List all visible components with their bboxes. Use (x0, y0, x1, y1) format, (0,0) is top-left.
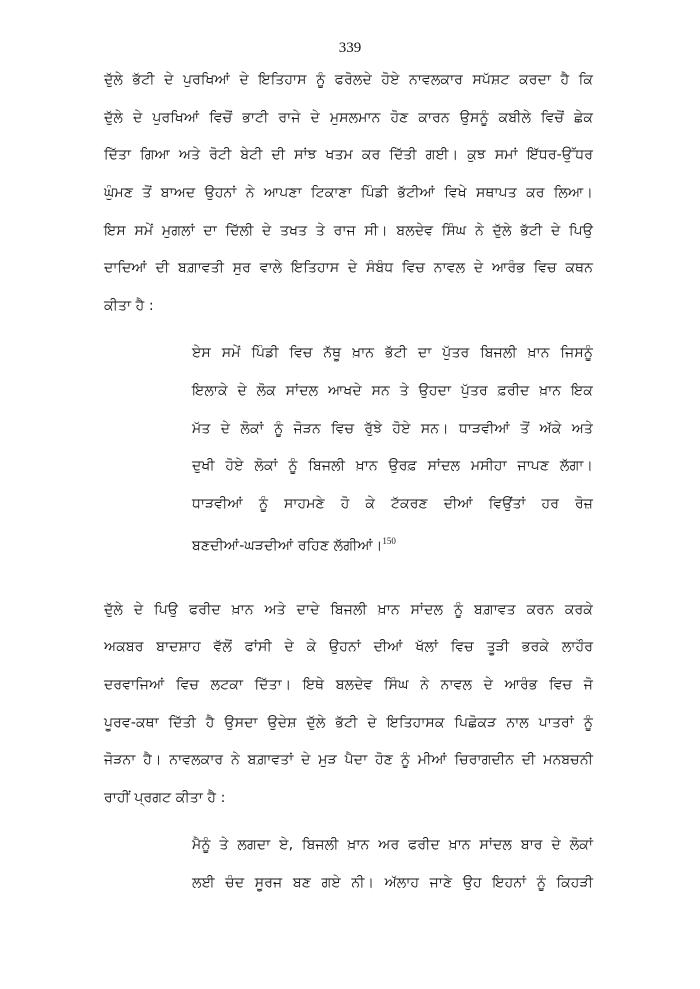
quote-line: ਧਾੜਵੀਆਂ ਨੂੰ ਸਾਹਮਣੇ ਹੋ ਕੇ ਟੱਕਰਣ ਦੀਆਂ ਵਿਉਂਤਾਂ ਹਰ ਰੋਜ਼ (192, 496, 593, 512)
text-line: ਦੁੱਲੇ ਦੇ ਪਿਉ ਫਰੀਦ ਖ਼ਾਨ ਅਤੇ ਦਾਦੇ ਬਿਜਲੀ ਖ਼ਾਨ ਸਾਂਦਲ ਨੂੰ ਬਗ਼ਾਵਤ ਕਰਨ ਕਰਕੇ (104, 602, 593, 618)
quote-line: ਮੱਤ ਦੇ ਲੋਕਾਂ ਨੂੰ ਜੋੜਨ ਵਿਚ ਰੁੱਝੇ ਹੋਏ ਸਨ। ਧਾੜਵੀਆਂ ਤੋਂ ਅੱਕੇ ਅਤੇ (192, 421, 593, 437)
footnote-ref: 150 (382, 536, 396, 546)
quote-line: ਮੈਨੂੰ ਤੇ ਲਗਦਾ ਏ, ਬਿਜਲੀ ਖ਼ਾਨ ਅਰ ਫਰੀਦ ਖ਼ਾਨ ਸਾਂਦਲ ਬਾਰ ਦੇ ਲੋਕਾਂ (192, 837, 593, 853)
quote-line (192, 531, 593, 556)
quote-line: ਇਲਾਕੇ ਦੇ ਲੋਕ ਸਾਂਦਲ ਆਖਦੇ ਸਨ ਤੇ ਉਹਦਾ ਪੁੱਤਰ ਫ਼ਰੀਦ ਖ਼ਾਨ ਇਕ (192, 383, 593, 399)
quote-text: ਬਣਦੀਆਂ-ਘੜਦੀਆਂ ਰਹਿਣ ਲੱਗੀਆਂ। (192, 538, 383, 554)
text-line: ਕੀਤਾ ਹੈ : (104, 298, 154, 314)
text-line: ਦਰਵਾਜਿਆਂ ਵਿਚ ਲਟਕਾ ਦਿੱਤਾ। ਇਥੇ ਬਲਦੇਵ ਸਿੰਘ ਨੇ ਨਾਵਲ ਦੇ ਆਰੰਭ ਵਿਚ ਜੋ (104, 677, 593, 693)
text-line: ਘੁੰਮਣ ਤੋਂ ਬਾਅਦ ਉਹਨਾਂ ਨੇ ਆਪਣਾ ਟਿਕਾਣਾ ਪਿੰਡੀ ਭੱਟੀਆਂ ਵਿਖੇ ਸਥਾਪਤ ਕਰ ਲਿਆ। (104, 185, 593, 201)
text-line: ਰਾਹੀਂ ਪ੍ਰਗਟ ਕੀਤਾ ਹੈ : (104, 790, 226, 806)
quote-line: ਦੁਖੀ ਹੋਏ ਲੋਕਾਂ ਨੂੰ ਬਿਜਲੀ ਖ਼ਾਨ ਉਰਫ਼ ਸਾਂਦਲ ਮਸੀਹਾ ਜਾਪਣ ਲੱਗਾ। (192, 458, 593, 474)
quote-line: ਏਸ ਸਮੇਂ ਪਿੰਡੀ ਵਿਚ ਨੱਥੂ ਖ਼ਾਨ ਭੱਟੀ ਦਾ ਪੁੱਤਰ ਬਿਜਲੀ ਖ਼ਾਨ ਜਿਸਨੂੰ (192, 345, 593, 361)
page-number: 339 (338, 40, 362, 56)
text-line: ਇਸ ਸਮੇਂ ਮੁਗਲਾਂ ਦਾ ਦਿੱਲੀ ਦੇ ਤਖਤ ਤੇ ਰਾਜ ਸੀ। ਬਲਦੇਵ ਸਿੰਘ ਨੇ ਦੁੱਲੇ ਭੱਟੀ ਦੇ ਪਿਉ (104, 223, 593, 239)
text-line: ਦੁੱਲੇ ਦੇ ਪੁਰਖਿਆਂ ਵਿਚੋਂ ਭਾਟੀ ਰਾਜੇ ਦੇ ਮੁਸਲਮਾਨ ਹੋਣ ਕਾਰਨ ਉਸਨੂੰ ਕਬੀਲੇ ਵਿਚੋਂ ਛੇਕ (104, 110, 593, 126)
text-line: ਦਾਦਿਆਂ ਦੀ ਬਗ਼ਾਵਤੀ ਸੁਰ ਵਾਲੇ ਇਤਿਹਾਸ ਦੇ ਸੰਬੰਧ ਵਿਚ ਨਾਵਲ ਦੇ ਆਰੰਭ ਵਿਚ ਕਥਨ (104, 260, 593, 276)
text-line: ਜੋੜਨਾ ਹੈ। ਨਾਵਲਕਾਰ ਨੇ ਬਗ਼ਾਵਤਾਂ ਦੇ ਮੁੜ ਪੈਦਾ ਹੋਣ ਨੂੰ ਮੀਆਂ ਚਿਰਾਗਦੀਨ ਦੀ ਮਨਬਚਨੀ (104, 752, 593, 768)
text-line: ਦੁੱਲੇ ਭੱਟੀ ਦੇ ਪੁਰਖਿਆਂ ਦੇ ਇਤਿਹਾਸ ਨੂੰ ਫਰੋਲਦੇ ਹੋਏ ਨਾਵਲਕਾਰ ਸਪੱਸ਼ਟ ਕਰਦਾ ਹੈ ਕਿ (104, 72, 593, 88)
text-line: ਪੂਰਵ-ਕਥਾ ਦਿੱਤੀ ਹੈ ਉਸਦਾ ਉਦੇਸ਼ ਦੁੱਲੇ ਭੱਟੀ ਦੇ ਇਤਿਹਾਸਕ ਪਿਛੋਕੜ ਨਾਲ ਪਾਤਰਾਂ ਨੂੰ (104, 715, 593, 731)
quote-line: ਲਈ ਚੰਦ ਸੂਰਜ ਬਣ ਗਏ ਨੀ। ਅੱਲਾਹ ਜਾਣੇ ਉਹ ਇਹਨਾਂ ਨੂੰ ਕਿਹੜੀ (192, 875, 593, 891)
text-line: ਅਕਬਰ ਬਾਦਸ਼ਾਹ ਵੱਲੋਂ ਫਾਂਸੀ ਦੇ ਕੇ ਉਹਨਾਂ ਦੀਆਂ ਖੱਲਾਂ ਵਿਚ ਤੂੜੀ ਭਰਕੇ ਲਾਹੌਰ (104, 639, 593, 655)
text-line: ਦਿੱਤਾ ਗਿਆ ਅਤੇ ਰੋਟੀ ਬੇਟੀ ਦੀ ਸਾਂਝ ਖਤਮ ਕਰ ਦਿੱਤੀ ਗਈ। ਕੁਝ ਸਮਾਂ ਇੱਧਰ-ਉੱਧਰ (104, 147, 593, 163)
